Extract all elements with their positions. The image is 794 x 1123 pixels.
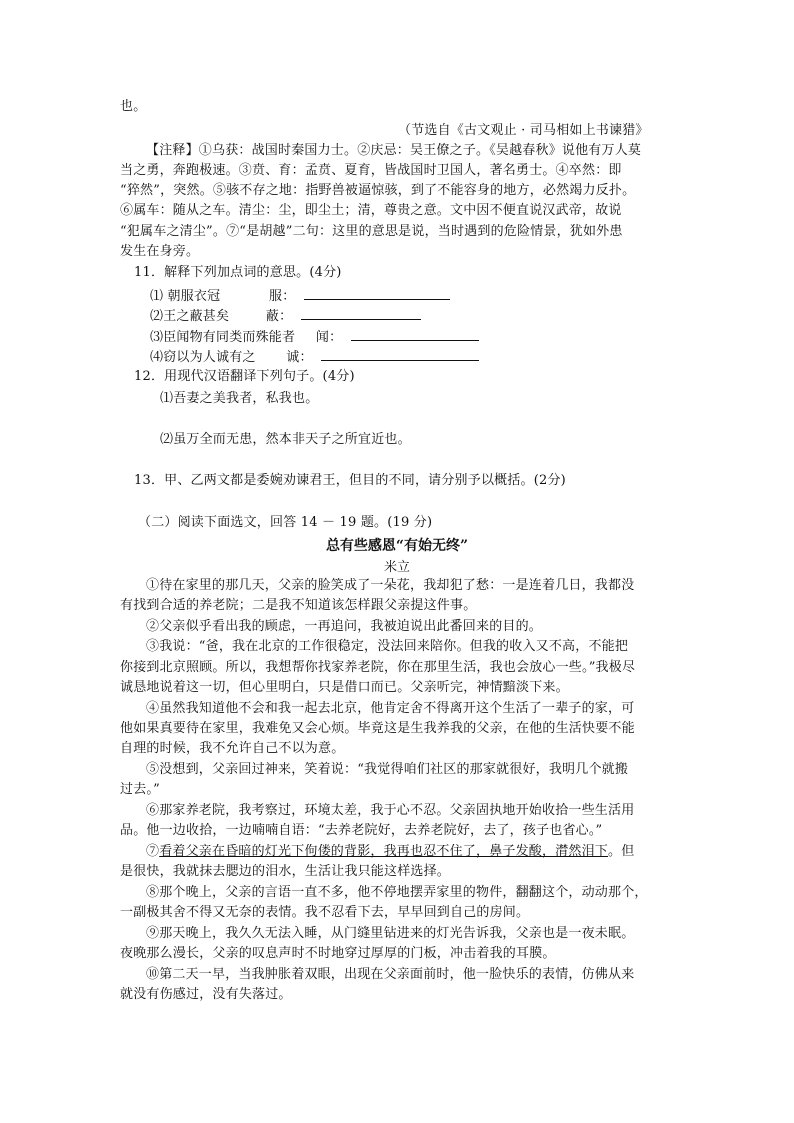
question-11-item <box>150 305 710 327</box>
essay-title: 总有些感恩“有始无终” <box>325 538 469 554</box>
paragraph-line: ⑩第二天一早，当我肿胀着双眼，出现在父亲面前时，他一脸快乐的表情，仿佛从来 <box>146 967 635 982</box>
paragraph-line: ④虽然我知道他不会和我一起去北京，他肯定舍不得离开这个生活了一辈子的家，可 <box>146 701 635 716</box>
answer-blank[interactable] <box>351 326 479 341</box>
paragraph-line: 夜晚那么漫长，父亲的叹息声时不时地穿过厚厚的门板，冲击着我的耳膜。 <box>120 946 556 961</box>
translate-sentence: ⑴吾妻之美我者，私我也。 <box>160 391 319 406</box>
answer-blank[interactable] <box>304 285 450 300</box>
source-citation: （节选自《古文观止 · 司马相如上书谏猎》 <box>398 123 649 138</box>
question-11-item <box>150 326 710 348</box>
paragraph-text: 。但 <box>608 844 635 859</box>
annotation-line: 发生在身旁。 <box>120 244 200 259</box>
item-text: ⑶臣闻物有同类而殊能者 <box>150 330 296 345</box>
answer-blank[interactable] <box>321 346 479 361</box>
paragraph-line: ⑥那家养老院，我考察过，环境太差，我于心不忍。父亲固执地开始收拾一些生活用 <box>146 803 635 818</box>
paragraph-line: 是很快，我就抹去腮边的泪水，生活让我只能这样选择。 <box>120 864 451 879</box>
paragraph-line: 过去。” <box>120 782 160 797</box>
essay-author: 米立 <box>383 560 410 575</box>
paragraph-line: 他如果真要待在家里，我难免又会心烦。毕竟这是生我养我的父亲，在他的生活快要不能 <box>120 721 635 736</box>
paragraph-number: ⑦ <box>146 844 160 859</box>
section-heading: （二）阅读下面选文，回答 14 － 19 题。(19 分) <box>138 515 433 530</box>
paragraph-line: 一副极其舍不得又无奈的表情。我不忍看下去，早早回到自己的房间。 <box>120 905 530 920</box>
item-word: 闻： <box>315 330 343 345</box>
item-text: ⑷窃以为人诚有之 <box>150 350 256 365</box>
annotation-line: ⑥属车：随从之车。清尘：尘，即尘土；清，尊贵之意。文中因不便直说汉武帝，故说 <box>120 203 622 218</box>
annotation-line: “猝然”，突然。⑤骇不存之地：指野兽被逼惊骇，到了不能容身的地方，必然竭力反扑。 <box>120 183 636 198</box>
item-text: ⑴ 朝服衣冠 <box>150 289 221 304</box>
paragraph-line: 诚恳地说着这一切，但心里明白，只是借口而已。父亲听完，神情黯淡下来。 <box>120 680 569 695</box>
paragraph-line: ⑧那个晚上，父亲的言语一直不多，他不停地摆弄家里的物件，翻翻这个，动动那个， <box>146 885 648 900</box>
underlined-sentence: 看着父亲在昏暗的灯光下佝偻的背影，我再也忍不住了，鼻子发酸，潸然泪下 <box>159 844 609 859</box>
paragraph-line: 就没有伤感过，没有失落过。 <box>120 987 292 1002</box>
paragraph-line: ③我说：“爸，我在北京的工作很稳定，没法回来陪你。但我的收入又不高，不能把 <box>146 639 629 654</box>
question-11-item <box>150 285 710 307</box>
annotation-line: 【注释】①乌获：战国时秦国力士。②庆忌：吴王僚之子。《吴越春秋》说他有万人莫 <box>146 143 642 158</box>
paragraph-line: 品。他一边收拾，一边喃喃自语：“去养老院好，去养老院好，去了，孩子也省心。” <box>120 823 603 838</box>
translate-sentence: ⑵虽万全而无患，然本非天子之所宜近也。 <box>160 432 411 447</box>
text-line: 也。 <box>120 99 147 114</box>
annotation-line: 当之勇，奔跑极速。③贲、育：孟贲、夏育，皆战国时卫国人，著名勇士。④卒然：即 <box>120 163 622 178</box>
question-11-stem: 11．解释下列加点词的意思。(4分) <box>134 265 342 280</box>
paragraph-line: 你接到北京照顾。所以，我想帮你找家养老院，你在那里生活，我也会放心一些。”我极尽 <box>120 660 636 675</box>
paragraph-line: 有找到合适的养老院；二是我不知道该怎样跟父亲提这件事。 <box>120 598 477 613</box>
paragraph-line: ②父亲似乎看出我的顾虑，一再追问，我被迫说出此番回来的目的。 <box>146 619 543 634</box>
item-word: 服： <box>269 289 296 304</box>
question-11-item <box>150 346 710 368</box>
paragraph-line <box>146 842 706 862</box>
paragraph-line: ⑤没想到，父亲回过神来，笑着说：“我觉得咱们社区的那家就很好，我明几个就搬 <box>146 762 629 777</box>
item-word: 诚： <box>286 350 313 365</box>
paragraph-line: 自理的时候，我不允许自己不以为意。 <box>120 741 345 756</box>
annotation-line: “犯属车之清尘”。⑦“是胡越”二句：这里的意思是说，当时遇到的危险情景，犹如外患 <box>120 224 623 239</box>
question-12-stem: 12．用现代汉语翻译下列句子。(4分) <box>134 369 355 384</box>
paragraph-line: ⑨那天晚上，我久久无法入睡，从门缝里钻进来的灯光告诉我，父亲也是一夜未眠。 <box>146 926 635 941</box>
item-text: ⑵王之蔽甚矣 <box>150 309 230 324</box>
item-word: 蔽： <box>265 309 293 324</box>
answer-blank[interactable] <box>301 305 421 320</box>
question-13: 13．甲、乙两文都是委婉劝谏君王，但目的不同，请分别予以概括。(2分) <box>134 473 566 488</box>
paragraph-line: ①待在家里的那几天，父亲的脸笑成了一朵花，我却犯了愁：一是连着几日，我都没 <box>146 578 635 593</box>
